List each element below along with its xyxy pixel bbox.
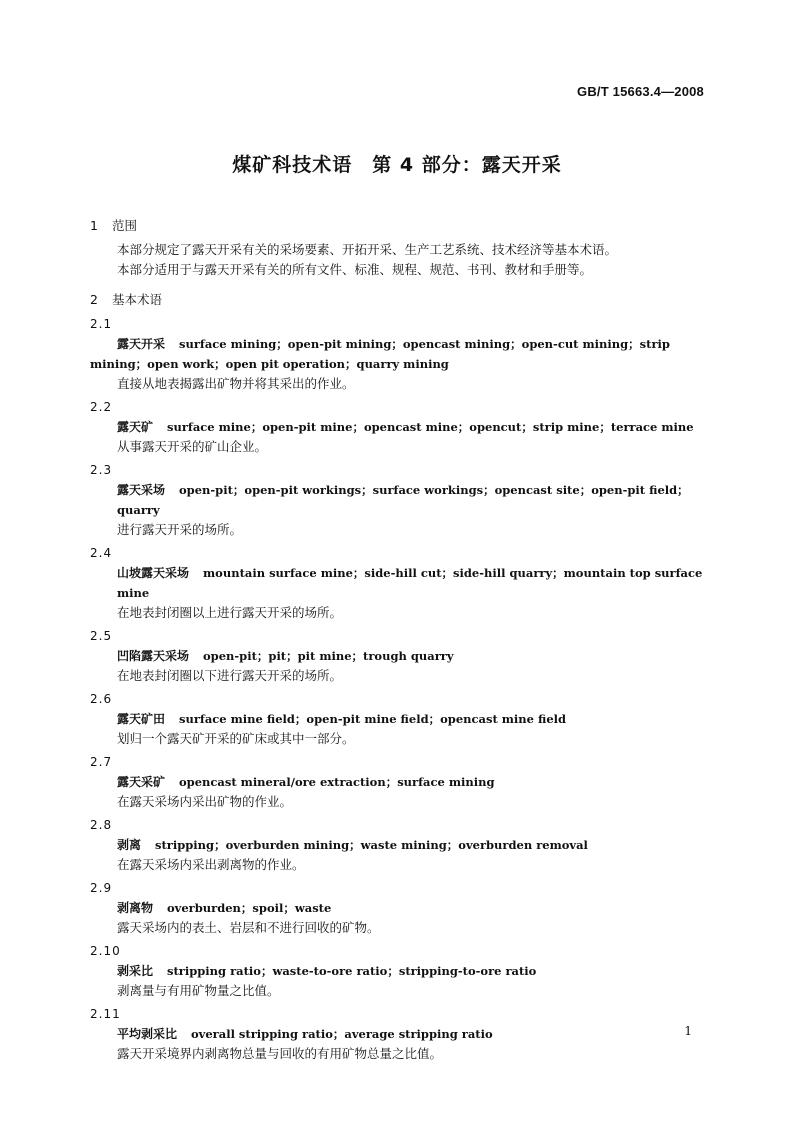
section-title: 基本术语 — [112, 292, 163, 307]
term-line — [90, 898, 710, 918]
term-definition: 划归一个露天矿开采的矿床或其中一部分。 — [117, 731, 355, 746]
term-definition: 在露天采场内采出矿物的作业。 — [117, 794, 293, 809]
term-english: surface mine field；open-pit mine field；opencast mine field — [179, 712, 567, 726]
term-chinese: 露天开采 — [117, 337, 166, 351]
term-entry — [90, 689, 710, 749]
term-english: overburden；spoil；waste — [167, 901, 332, 915]
term-line — [90, 1024, 710, 1044]
term-number: 2.4 — [90, 546, 113, 560]
term-entry — [90, 314, 710, 394]
term-definition: 在露天采场内采出剥离物的作业。 — [117, 857, 305, 872]
term-entry — [90, 397, 710, 457]
term-line — [90, 563, 710, 603]
term-entry — [90, 752, 710, 812]
term-entry — [90, 815, 710, 875]
term-english: open-pit；pit；pit mine；trough quarry — [203, 649, 454, 663]
term-english: overall stripping ratio；average stripping ratio — [191, 1027, 493, 1041]
standard-code: GB/T 15663.4—2008 — [577, 84, 704, 99]
term-number: 2.1 — [90, 317, 113, 331]
term-number: 2.9 — [90, 881, 113, 895]
term-english: open-pit；open-pit workings；surface workings；opencast site；open-pit field；quarry — [117, 483, 689, 517]
term-number: 2.10 — [90, 944, 121, 958]
term-chinese: 剥离 — [117, 838, 142, 852]
term-definition: 进行露天开采的场所。 — [117, 522, 243, 537]
term-entry — [90, 543, 710, 623]
term-chinese: 露天矿田 — [117, 712, 166, 726]
term-definition: 在地表封闭圈以上进行露天开采的场所。 — [117, 605, 343, 620]
term-english: stripping；overburden mining；waste mining；overburden removal — [155, 838, 588, 852]
term-english: mountain surface mine；side-hill cut；side-hill quarry；mountain top surface mine — [117, 566, 703, 600]
term-definition: 露天开采境界内剥离物总量与回收的有用矿物总量之比值。 — [117, 1046, 443, 1061]
document-title: 煤矿科技术语 第 4 部分：露天开采 — [232, 154, 562, 176]
section-2-heading — [90, 290, 710, 310]
section-number: 2 — [90, 292, 98, 307]
term-chinese: 剥离物 — [117, 901, 154, 915]
term-entry — [90, 941, 710, 1001]
term-definition: 露天采场内的表土、岩层和不进行回收的矿物。 — [117, 920, 380, 935]
term-chinese: 露天采矿 — [117, 775, 166, 789]
scope-paragraph: 本部分规定了露天开采有关的采场要素、开拓开采、生产工艺系统、技术经济等基本术语。 — [117, 242, 618, 257]
section-title: 范围 — [112, 218, 138, 233]
term-number: 2.8 — [90, 818, 113, 832]
term-line — [90, 334, 710, 374]
term-definition: 在地表封闭圈以下进行露天开采的场所。 — [117, 668, 343, 683]
term-english: stripping ratio；waste-to-ore ratio；stripping-to-ore ratio — [167, 964, 537, 978]
term-line — [90, 961, 710, 981]
term-definition: 从事露天开采的矿山企业。 — [117, 439, 268, 454]
page-number: 1 — [684, 1024, 692, 1038]
term-number: 2.5 — [90, 629, 113, 643]
term-line — [90, 835, 710, 855]
term-chinese: 露天采场 — [117, 483, 166, 497]
term-english: surface mine；open-pit mine；opencast mine；opencut；strip mine；terrace mine — [167, 420, 694, 434]
term-definition: 剥离量与有用矿物量之比值。 — [117, 983, 280, 998]
term-chinese: 平均剥采比 — [117, 1027, 178, 1041]
term-definition: 直接从地表揭露出矿物并将其采出的作业。 — [117, 376, 355, 391]
term-line — [90, 480, 710, 520]
term-chinese: 露天矿 — [117, 420, 154, 434]
term-line — [90, 646, 710, 666]
term-chinese: 剥采比 — [117, 964, 154, 978]
term-line — [90, 417, 710, 437]
term-number: 2.3 — [90, 463, 113, 477]
term-entry — [90, 460, 710, 540]
section-number: 1 — [90, 218, 98, 233]
term-chinese: 山坡露天采场 — [117, 566, 190, 580]
term-number: 2.2 — [90, 400, 113, 414]
term-entry — [90, 878, 710, 938]
term-number: 2.6 — [90, 692, 113, 706]
term-entry — [90, 1004, 710, 1064]
document-body — [90, 216, 710, 1064]
term-line — [90, 709, 710, 729]
term-entry — [90, 626, 710, 686]
section-1-heading — [90, 216, 710, 236]
scope-paragraph: 本部分适用于与露天开采有关的所有文件、标准、规程、规范、书刊、教材和手册等。 — [117, 262, 593, 277]
term-english: surface mining；open-pit mining；opencast mining；open-cut mining；strip mining；open work；open pit operation；quarry mining — [90, 337, 670, 371]
term-number: 2.11 — [90, 1007, 121, 1021]
term-number: 2.7 — [90, 755, 113, 769]
term-line — [90, 772, 710, 792]
term-chinese: 凹陷露天采场 — [117, 649, 190, 663]
term-english: opencast mineral/ore extraction；surface mining — [179, 775, 495, 789]
